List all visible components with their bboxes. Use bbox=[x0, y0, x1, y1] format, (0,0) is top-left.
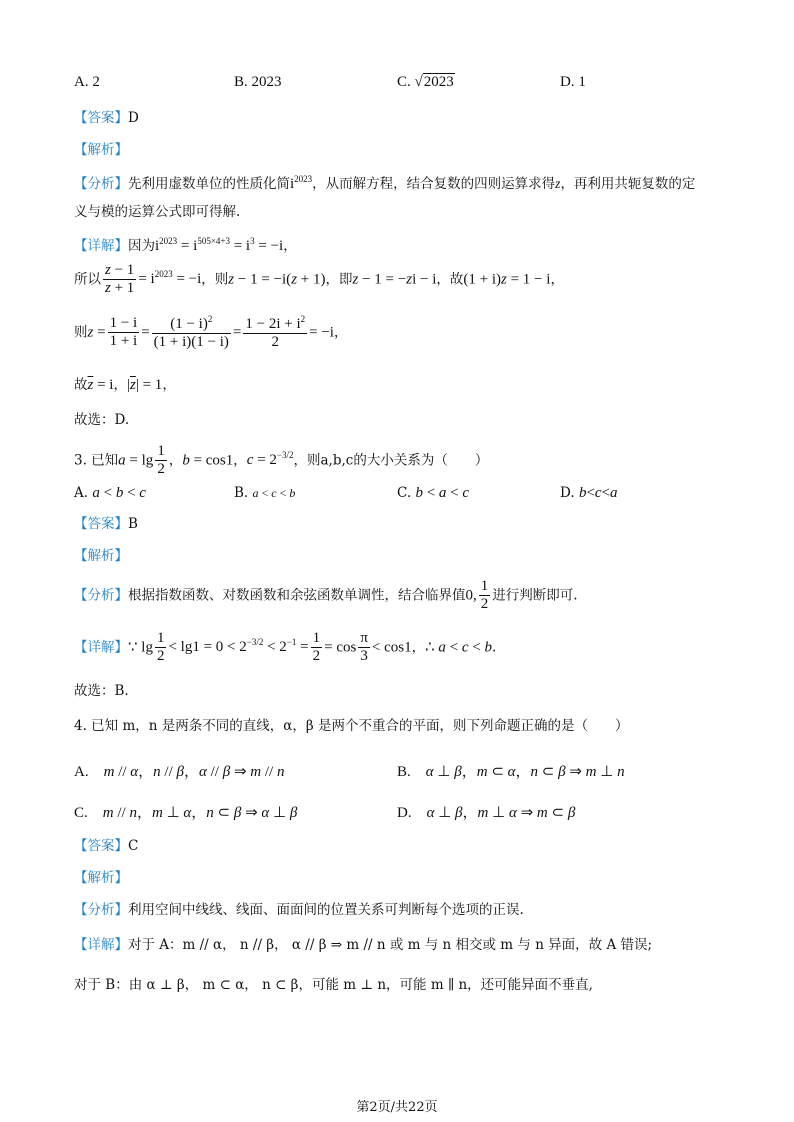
q2-conclusion: 故选：D. bbox=[74, 412, 130, 428]
q4-xiangjie-line-2: 对于 B：由 α ⊥ β， m ⊂ α， n ⊂ β，可能 m ⊥ n，可能 m ∥ n，还可能异面不垂直, bbox=[74, 977, 593, 993]
q3-stem: 3. 已知a = lg $\frac{1}{2}$ ，b = cos1，$c = 2^{-3/2}$，则a,b,c的大小关系为（ ） bbox=[74, 443, 489, 478]
q3-fenxi: 【分析】根据指数函数、对数函数和余弦函数单调性，结合临界值0, $\frac{1}{2}$ 进行判断即可. bbox=[74, 578, 578, 613]
q4-stem: 4. 已知 m，n 是两条不同的直线，α，β 是两个不重合的平面，则下列命题正确的是（ ） bbox=[74, 718, 629, 734]
q2-option-d: D. 1 bbox=[560, 74, 586, 90]
q2-fenxi-line-1: 【分析】先利用虚数单位的性质化简$i^{2023}$，从而解方程，结合复数的四则运算求得z，再利用共轭复数的定 bbox=[74, 174, 696, 192]
q3-conclusion: 故选：B. bbox=[74, 683, 129, 699]
q4-analysis-heading: 【解析】 bbox=[74, 870, 128, 886]
q3-option-a: A. a < b < c bbox=[74, 485, 146, 501]
q2-xiangjie-line-2: 所以 $\frac{z - 1}{z + 1}$ = $i^{2023} = -i$，则z − 1 = −i(z + 1)，即z − 1 = −zi − i，故(1 + i)z = 1 − i， bbox=[74, 262, 564, 297]
q2-xiangjie-line-3: 则z = $\frac{1 - i}{1 + i}$ = $\frac{(1 - i)^2}{(1 + i)(1 - i)}$ = $\frac{1 - 2i + i^2}{2}$ = −i， bbox=[74, 314, 348, 351]
q4-fenxi: 【分析】利用空间中线线、线面、面面间的位置关系可判断每个选项的正误. bbox=[74, 902, 524, 918]
q3-analysis-heading: 【解析】 bbox=[74, 548, 128, 564]
q2-fenxi-line-2: 义与模的运算公式即可得解. bbox=[74, 204, 241, 220]
q4-option-a: A. m // α，n // β，α // β ⇒ m // n bbox=[74, 764, 285, 780]
q3-option-d: D. b<c<a bbox=[560, 485, 618, 501]
page-footer: 第2页/共22页 bbox=[356, 1100, 438, 1115]
q3-option-b: B. a < c < b bbox=[234, 485, 296, 501]
q4-option-c: C. m // n，m ⊥ α，n ⊂ β ⇒ α ⊥ β bbox=[74, 805, 298, 821]
q3-option-c: C. b < a < c bbox=[397, 485, 470, 501]
q2-option-a: A. 2 bbox=[74, 74, 100, 90]
q2-xiangjie-line-4: 故$\overline{z} = i$，$|\overline{z}| = 1$， bbox=[74, 377, 176, 393]
q3-answer: 【答案】B bbox=[74, 516, 138, 532]
q3-xiangjie: 【详解】∵ lg $\frac{1}{2}$ < $\lg 1 = 0 < 2^{-3/2} < 2^{-1}$ = $\frac{1}{2}$ = cos $\frac{\pi}{3}$ < cos1，∴ a < c < b. bbox=[74, 630, 497, 665]
q2-answer: 【答案】D bbox=[74, 110, 139, 126]
q4-option-d: D. α ⊥ β，m ⊥ α ⇒ m ⊂ β bbox=[397, 805, 576, 821]
q2-option-c: C. √2023 bbox=[397, 74, 454, 90]
q4-answer: 【答案】C bbox=[74, 838, 139, 854]
q2-option-b: B. 2023 bbox=[234, 74, 282, 90]
q2-xiangjie-line-1: 【详解】因为$i^{2023} = i^{505\times 4+3} = i^3 = -i$， bbox=[74, 236, 297, 254]
q2-analysis-heading: 【解析】 bbox=[74, 142, 128, 158]
q4-xiangjie-line-1: 【详解】对于 A：m // α， n // β， α // β ⇒ m // n 或 m 与 n 相交或 m 与 n 异面，故 A 错误; bbox=[74, 937, 653, 953]
q4-option-b: B. α ⊥ β，m ⊂ α，n ⊂ β ⇒ m ⊥ n bbox=[397, 764, 625, 780]
